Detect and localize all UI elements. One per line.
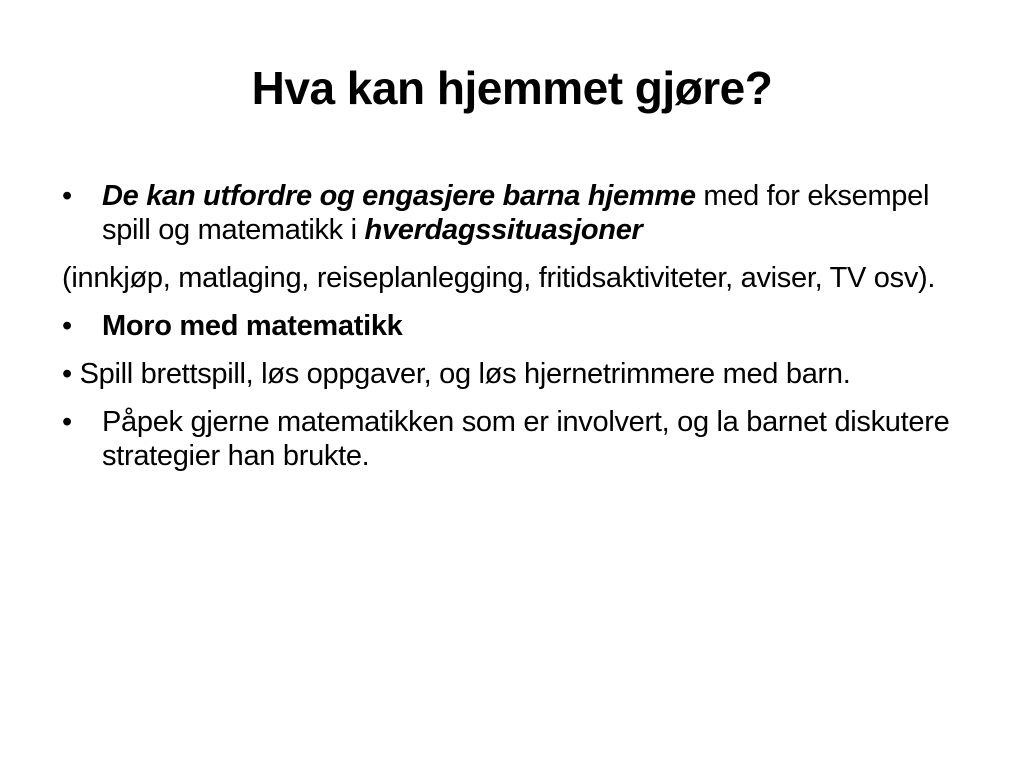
bullet-item (62, 406, 962, 474)
paragraph-text: (innkjøp, matlaging, reiseplanlegging, fritidsaktiviteter, aviser, TV osv). (62, 261, 936, 294)
paragraph-text: • Spill brettspill, løs oppgaver, og løs hjernetrimmere med barn. (62, 357, 851, 390)
body-text: Påpek gjerne matematikken som er involvert, og la barnet diskutere strategier han brukte. (102, 405, 950, 472)
bold-text: Moro med matematikk (102, 309, 403, 342)
bullet-item (62, 310, 962, 344)
slide-body (62, 180, 962, 487)
emphasis-text: hverdagssituasjoner (364, 213, 643, 246)
bullet-marker: • (62, 405, 72, 438)
emphasis-text: De kan utfordre og engasjere barna hjemme (102, 180, 696, 212)
slide-title: Hva kan hjemmet gjøre? (251, 62, 773, 114)
bullet-item (62, 180, 962, 248)
body-text: med for eksempel spill og matematikk i (102, 180, 930, 246)
bullet-marker: • (62, 180, 72, 212)
bullet-marker: • (62, 309, 72, 342)
